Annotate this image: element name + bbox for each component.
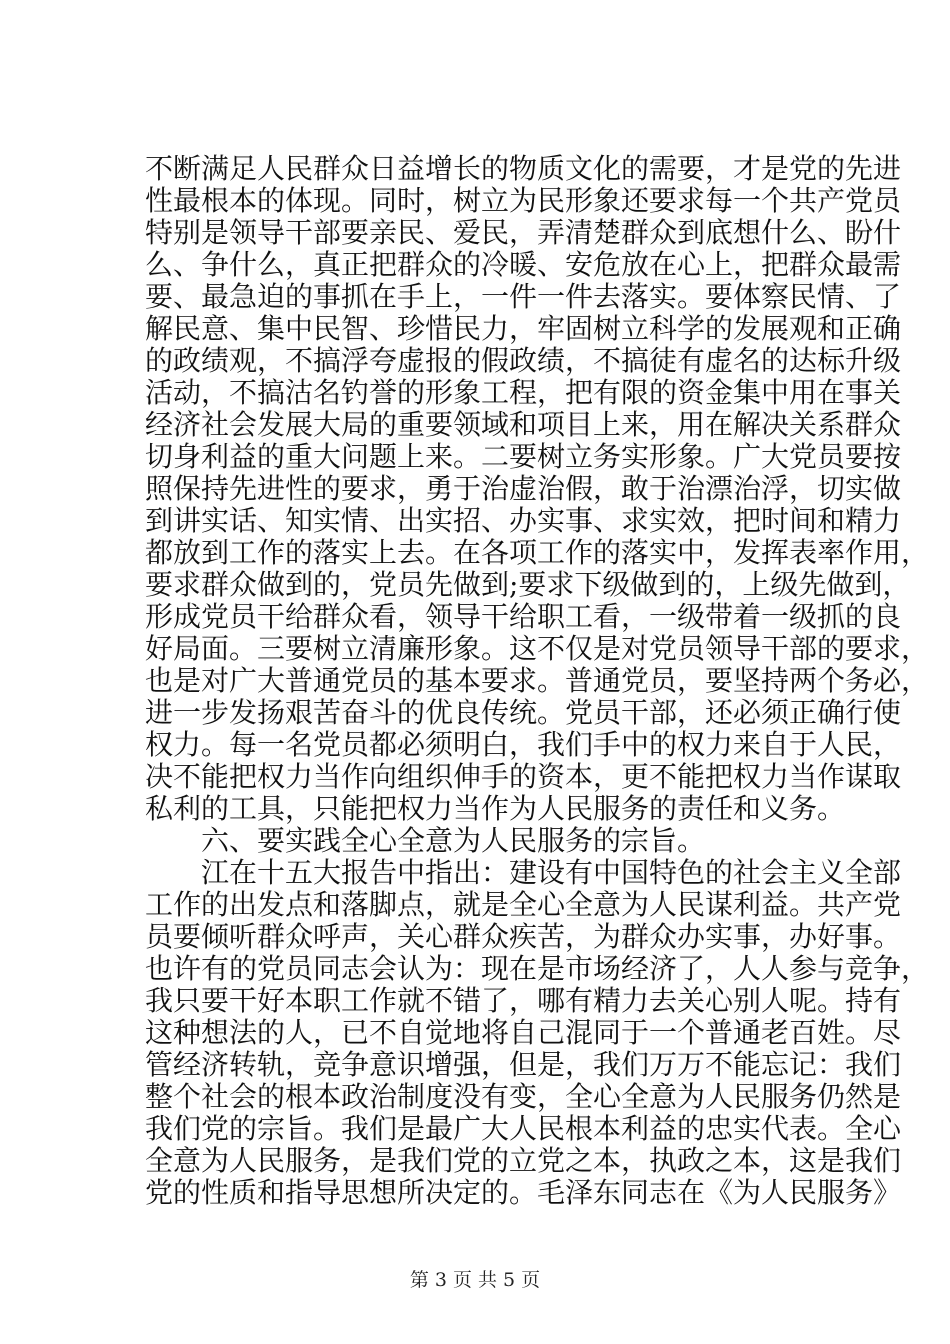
text-line: 经济社会发展大局的重要领域和项目上来，用在解决关系群众 [145, 408, 902, 441]
text-line: 全意为人民服务，是我们党的立党之本，执政之本，这是我们 [145, 1144, 902, 1177]
text-line: 决不能把权力当作向组织伸手的资本，更不能把权力当作谋取 [145, 760, 902, 793]
body-text [145, 152, 930, 1209]
text-line: 我们党的宗旨。我们是最广大人民根本利益的忠实代表。全心 [145, 1112, 902, 1145]
text-line: 党的性质和指导思想所决定的。毛泽东同志在《为人民服务》 [145, 1176, 902, 1209]
text-line: 要、最急迫的事抓在手上，一件一件去落实。要体察民情、了 [145, 280, 902, 313]
text-line: 工作的出发点和落脚点，就是全心全意为人民谋利益。共产党 [145, 888, 902, 921]
text-line: 活动，不搞沽名钓誉的形象工程，把有限的资金集中用在事关 [145, 376, 902, 409]
text-line: 的政绩观，不搞浮夸虚报的假政绩，不搞徒有虚名的达标升级 [145, 344, 902, 377]
text-line: 形成党员干给群众看，领导干给职工看，一级带着一级抓的良 [145, 600, 902, 633]
text-line: 切身利益的重大问题上来。二要树立务实形象。广大党员要按 [145, 440, 902, 473]
text-line: 性最根本的体现。同时，树立为民形象还要求每一个共产党员 [145, 184, 902, 217]
text-line: 员要倾听群众呼声，关心群众疾苦，为群众办实事，办好事。 [145, 920, 902, 953]
text-line: 不断满足人民群众日益增长的物质文化的需要，才是党的先进 [145, 152, 902, 185]
text-line: 都放到工作的落实上去。在各项工作的落实中，发挥表率作用， [145, 536, 930, 569]
text-line: 整个社会的根本政治制度没有变，全心全意为人民服务仍然是 [145, 1080, 902, 1113]
text-line: 到讲实话、知实情、出实招、办实事、求实效，把时间和精力 [145, 504, 902, 537]
text-line: 进一步发扬艰苦奋斗的优良传统。党员干部，还必须正确行使 [145, 696, 902, 729]
text-line: 照保持先进性的要求，勇于治虚治假，敢于治漂治浮，切实做 [145, 472, 902, 505]
text-line: 江在十五大报告中指出：建设有中国特色的社会主义全部 [201, 856, 902, 889]
text-line: 好局面。三要树立清廉形象。这不仅是对党员领导干部的要求， [145, 632, 930, 665]
text-line: 权力。每一名党员都必须明白，我们手中的权力来自于人民， [145, 728, 902, 761]
text-line: 么、争什么，真正把群众的冷暖、安危放在心上，把群众最需 [145, 248, 902, 281]
text-line: 我只要干好本职工作就不错了，哪有精力去关心别人呢。持有 [145, 984, 902, 1017]
text-line: 特别是领导干部要亲民、爱民，弄清楚群众到底想什么、盼什 [145, 216, 902, 249]
text-line: 也许有的党员同志会认为：现在是市场经济了，人人参与竞争， [145, 952, 930, 985]
section-heading: 六、要实践全心全意为人民服务的宗旨。 [201, 824, 706, 857]
text-line: 解民意、集中民智、珍惜民力，牢固树立科学的发展观和正确 [145, 312, 902, 345]
text-line: 也是对广大普通党员的基本要求。普通党员，要坚持两个务必， [145, 664, 930, 697]
page-number-footer: 第 3 页 共 5 页 [409, 1269, 541, 1291]
text-line: 管经济转轨，竞争意识增强，但是，我们万万不能忘记：我们 [145, 1048, 902, 1081]
text-line: 私利的工具，只能把权力当作为人民服务的责任和义务。 [145, 792, 846, 825]
text-line: 这种想法的人，已不自觉地将自己混同于一个普通老百姓。尽 [145, 1016, 902, 1049]
text-line: 要求群众做到的，党员先做到;要求下级做到的，上级先做到， [145, 568, 911, 601]
